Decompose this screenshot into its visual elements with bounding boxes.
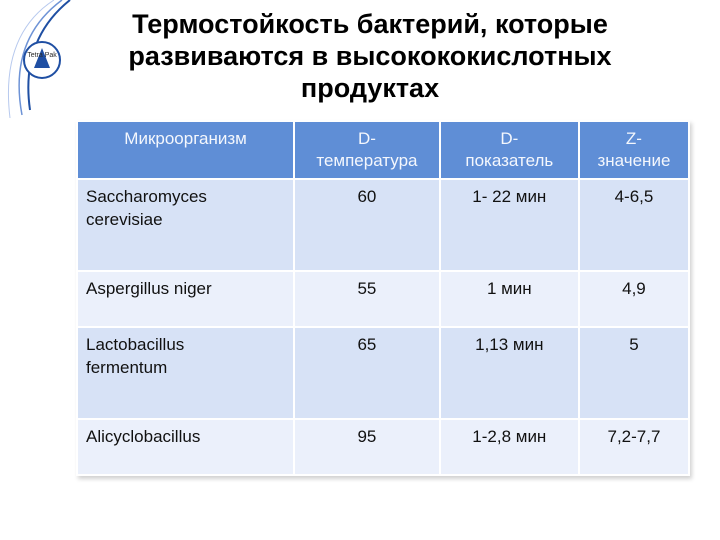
cell-z-value: 4,9 <box>579 271 689 327</box>
cell-d-temperature: 55 <box>294 271 440 327</box>
cell-d-value: 1-2,8 мин <box>440 419 579 475</box>
data-table-container <box>76 120 690 476</box>
cell-organism: Aspergillus niger <box>77 271 294 327</box>
cell-d-temperature: 65 <box>294 327 440 419</box>
title-line-1: Термостойкость бактерий, которые <box>132 9 608 39</box>
title-line-3: продуктах <box>300 73 440 103</box>
cell-organism: Alicyclobacillus <box>77 419 294 475</box>
cell-organism: Lactobacillus fermentum <box>77 327 294 419</box>
cell-d-temperature: 60 <box>294 179 440 271</box>
table-header-row <box>77 121 689 179</box>
table-row <box>77 419 689 475</box>
cell-z-value: 5 <box>579 327 689 419</box>
table-row <box>77 327 689 419</box>
header-z-value: Z- значение <box>579 121 689 179</box>
cell-z-value: 4-6,5 <box>579 179 689 271</box>
cell-d-value: 1- 22 мин <box>440 179 579 271</box>
cell-z-value: 7,2-7,7 <box>579 419 689 475</box>
header-microorganism: Микроорганизм <box>77 121 294 179</box>
cell-d-value: 1,13 мин <box>440 327 579 419</box>
header-d-value: D- показатель <box>440 121 579 179</box>
cell-d-value: 1 мин <box>440 271 579 327</box>
title-line-2: развиваются в высокококислотных <box>128 41 612 71</box>
thermostability-table <box>76 120 690 476</box>
page-title <box>70 8 670 104</box>
table-row <box>77 179 689 271</box>
header-d-temperature: D- температура <box>294 121 440 179</box>
table-row <box>77 271 689 327</box>
cell-d-temperature: 95 <box>294 419 440 475</box>
logo-text: Tetra Pak <box>27 52 57 59</box>
cell-organism: Saccharomyces cerevisiae <box>77 179 294 271</box>
